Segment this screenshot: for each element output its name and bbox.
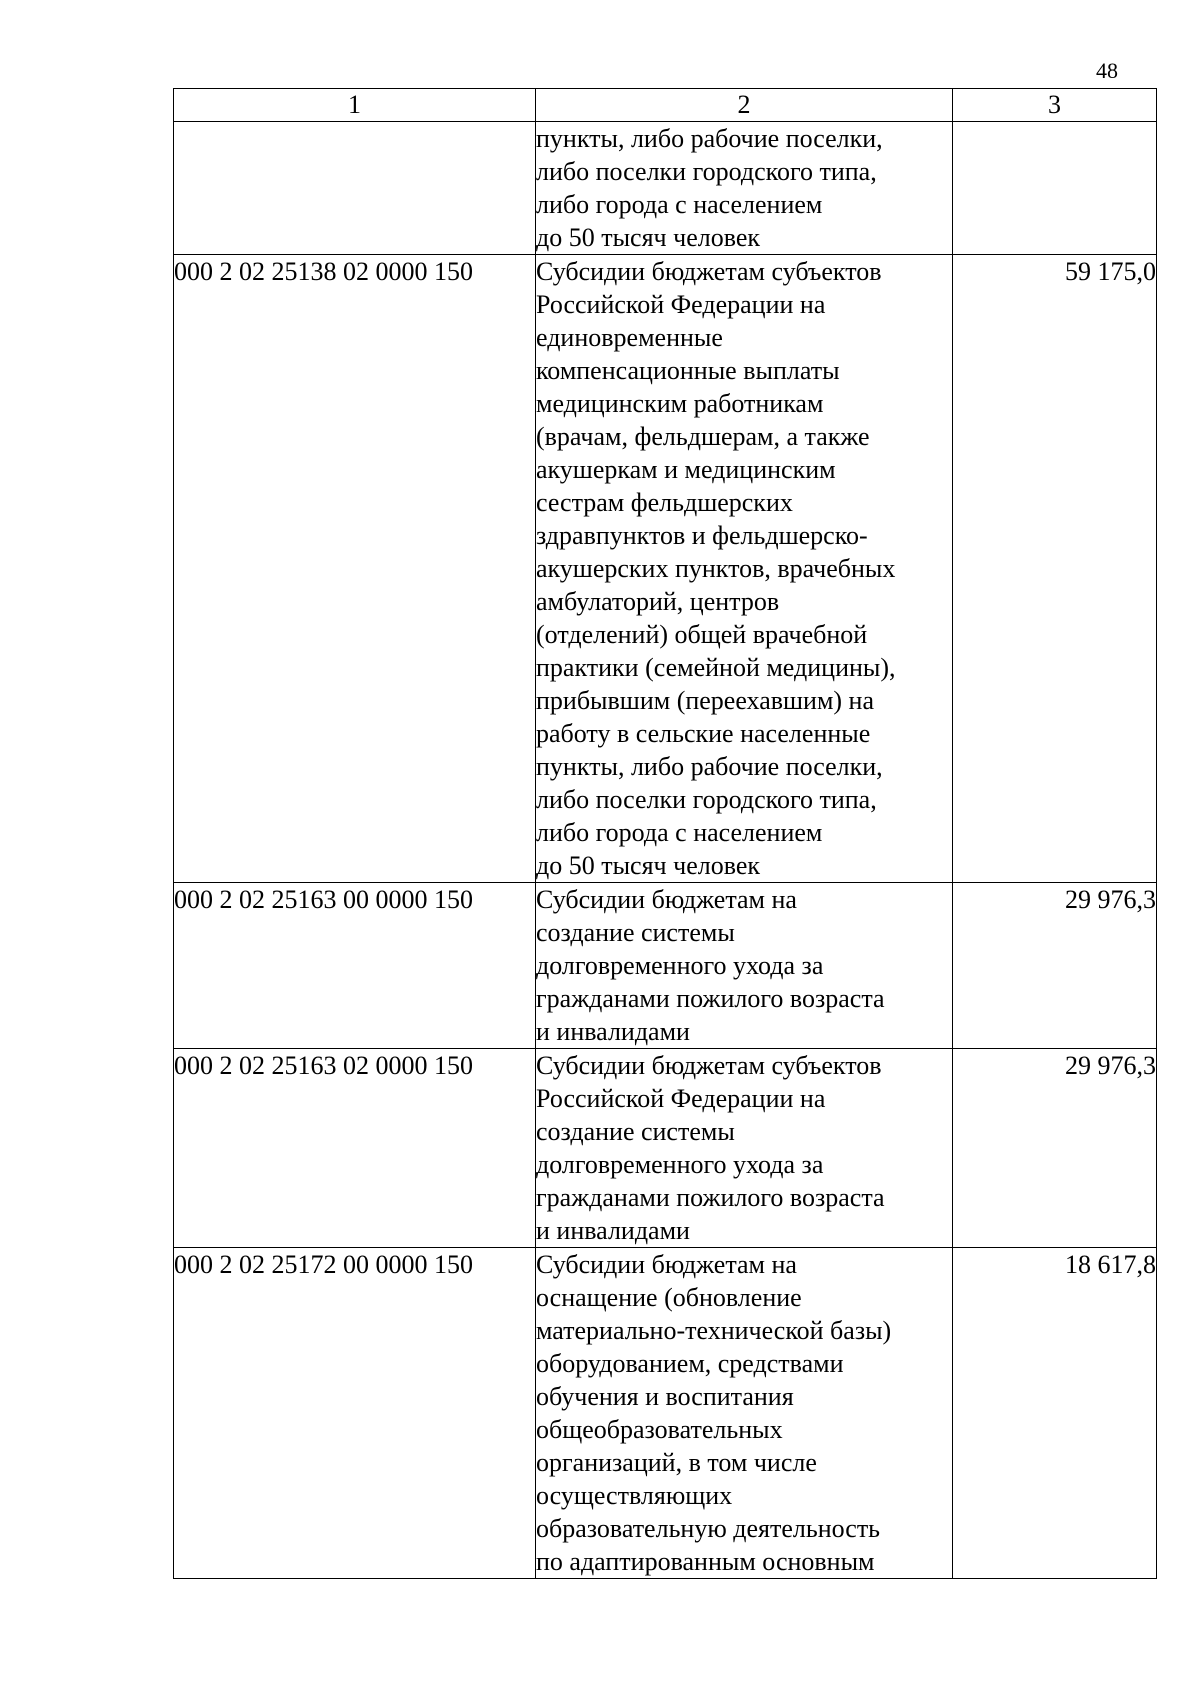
description-cell (536, 122, 953, 255)
description-line: прибывшим (переехавшим) на (536, 686, 875, 715)
description-line: пункты, либо рабочие поселки, (536, 752, 883, 781)
description-line: единовременные (536, 323, 723, 352)
description-line: Субсидии бюджетам субъектов (536, 257, 882, 286)
description-line: оснащение (обновление (536, 1283, 802, 1312)
description-cell (536, 255, 953, 883)
description-line: образовательную деятельность (536, 1514, 881, 1543)
budget-code-cell: 000 2 02 25163 00 0000 150 (174, 883, 536, 1049)
description-line: оборудованием, средствами (536, 1349, 844, 1378)
description-line: либо города с населением (536, 818, 823, 847)
description-line: либо поселки городского типа, (536, 785, 877, 814)
table-row (174, 122, 1157, 255)
description-line: пункты, либо рабочие поселки, (536, 124, 883, 153)
description-line: Субсидии бюджетам на (536, 885, 797, 914)
description-line: акушерских пунктов, врачебных (536, 554, 896, 583)
description-line: до 50 тысяч человек (536, 223, 761, 252)
description-cell (536, 1049, 953, 1248)
budget-code-cell: 000 2 02 25163 02 0000 150 (174, 1049, 536, 1248)
description-line: и инвалидами (536, 1216, 690, 1245)
page-number: 48 (1096, 58, 1118, 83)
description-line: долговременного ухода за (536, 1150, 824, 1179)
column-header-1: 1 (174, 89, 536, 122)
description-line: (врачам, фельдшерам, а также (536, 422, 870, 451)
description-line: амбулаторий, центров (536, 587, 780, 616)
description-line: и инвалидами (536, 1017, 690, 1046)
description-line: Российской Федерации на (536, 1084, 826, 1113)
description-line: либо поселки городского типа, (536, 157, 877, 186)
column-header-2: 2 (536, 89, 953, 122)
amount-cell: 18 617,8 (953, 1248, 1157, 1579)
description-cell (536, 1248, 953, 1579)
description-line: организаций, в том числе (536, 1448, 817, 1477)
description-line: (отделений) общей врачебной (536, 620, 868, 649)
description-cell (536, 883, 953, 1049)
description-line: медицинским работникам (536, 389, 824, 418)
table-row (174, 255, 1157, 883)
column-header-3: 3 (953, 89, 1157, 122)
table-body (174, 89, 1157, 1579)
description-line: материально-технической базы) (536, 1316, 892, 1345)
description-line: сестрам фельдшерских (536, 488, 793, 517)
description-line: общеобразовательных (536, 1415, 783, 1444)
budget-code-cell (174, 122, 536, 255)
amount-cell: 29 976,3 (953, 883, 1157, 1049)
description-line: здравпунктов и фельдшерско- (536, 521, 868, 550)
table-row (174, 1049, 1157, 1248)
description-line: долговременного ухода за (536, 951, 824, 980)
description-line: практики (семейной медицины), (536, 653, 896, 682)
description-line: обучения и воспитания (536, 1382, 794, 1411)
description-line: гражданами пожилого возраста (536, 984, 885, 1013)
description-line: Субсидии бюджетам на (536, 1250, 797, 1279)
table-header-row (174, 89, 1157, 122)
description-line: Российской Федерации на (536, 290, 826, 319)
amount-cell: 59 175,0 (953, 255, 1157, 883)
description-line: акушеркам и медицинским (536, 455, 836, 484)
description-line: гражданами пожилого возраста (536, 1183, 885, 1212)
table-row (174, 1248, 1157, 1579)
description-line: по адаптированным основным (536, 1547, 875, 1576)
table-row (174, 883, 1157, 1049)
budget-code-cell: 000 2 02 25172 00 0000 150 (174, 1248, 536, 1579)
budget-table (173, 88, 1157, 1579)
description-line: либо города с населением (536, 190, 823, 219)
amount-cell: 29 976,3 (953, 1049, 1157, 1248)
budget-code-cell: 000 2 02 25138 02 0000 150 (174, 255, 536, 883)
description-line: работу в сельские населенные (536, 719, 871, 748)
description-line: осуществляющих (536, 1481, 733, 1510)
description-line: создание системы (536, 918, 735, 947)
description-line: Субсидии бюджетам субъектов (536, 1051, 882, 1080)
description-line: компенсационные выплаты (536, 356, 840, 385)
description-line: создание системы (536, 1117, 735, 1146)
description-line: до 50 тысяч человек (536, 851, 761, 880)
amount-cell (953, 122, 1157, 255)
